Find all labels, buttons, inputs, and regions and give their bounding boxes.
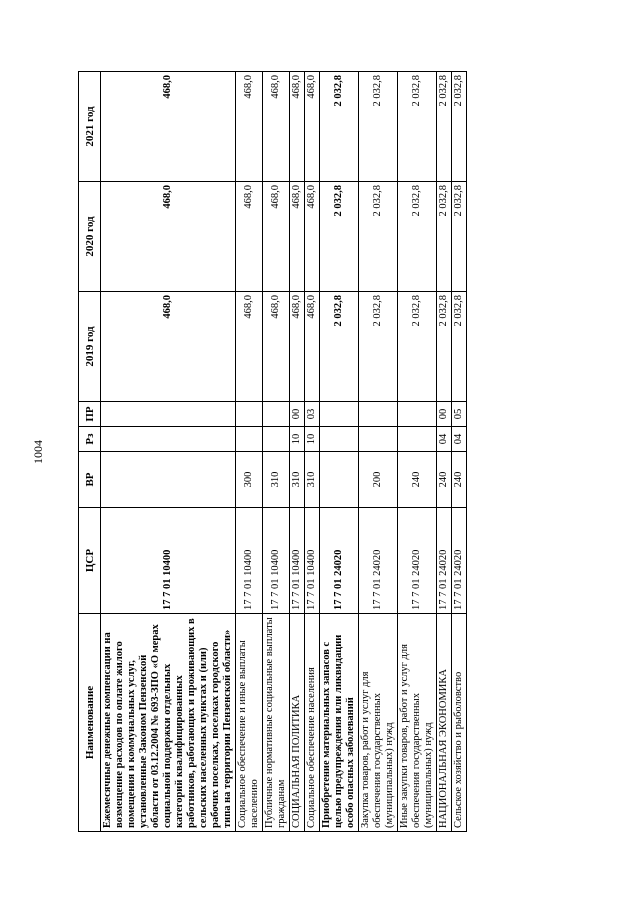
cell-2021: 468,0: [290, 72, 305, 182]
cell-2021: 468,0: [101, 72, 236, 182]
cell-2019: 2 032,8: [437, 292, 452, 402]
cell-pr: [398, 402, 437, 427]
header-2019: 2019 год: [79, 292, 101, 402]
table-row: [437, 72, 452, 832]
cell-vr: 300: [236, 452, 263, 508]
cell-csr: 17 7 01 24020: [359, 508, 398, 614]
cell-rz: [236, 427, 263, 452]
cell-csr: 17 7 01 24020: [398, 508, 437, 614]
cell-2019: 468,0: [101, 292, 236, 402]
header-2020: 2020 год: [79, 182, 101, 292]
cell-pr: 00: [437, 402, 452, 427]
rotated-table-container: [78, 72, 498, 832]
cell-name: Публичные нормативные социальные выплаты гражданам: [263, 614, 290, 832]
cell-2021: 468,0: [236, 72, 263, 182]
cell-pr: 03: [305, 402, 320, 427]
cell-2020: 468,0: [263, 182, 290, 292]
cell-2020: 2 032,8: [398, 182, 437, 292]
cell-rz: [398, 427, 437, 452]
header-rz: Рз: [79, 427, 101, 452]
cell-csr: 17 7 01 24020: [437, 508, 452, 614]
cell-vr: 200: [359, 452, 398, 508]
header-vr: ВР: [79, 452, 101, 508]
cell-pr: [320, 402, 359, 427]
cell-2020: 468,0: [101, 182, 236, 292]
cell-name: Сельское хозяйство и рыболовство: [452, 614, 467, 832]
cell-2020: 468,0: [236, 182, 263, 292]
page-number: 1004: [31, 440, 45, 464]
cell-csr: 17 7 01 10400: [101, 508, 236, 614]
cell-2020: 2 032,8: [452, 182, 467, 292]
cell-name: Иные закупки товаров, работ и услуг для обеспечения государственных (муниципальных) нужд: [398, 614, 437, 832]
cell-csr: 17 7 01 24020: [320, 508, 359, 614]
cell-2020: 468,0: [290, 182, 305, 292]
cell-rz: [263, 427, 290, 452]
cell-2021: 2 032,8: [398, 72, 437, 182]
cell-2019: 468,0: [290, 292, 305, 402]
cell-vr: 310: [305, 452, 320, 508]
cell-vr: 240: [452, 452, 467, 508]
header-pr: ПР: [79, 402, 101, 427]
header-name: Наименование: [79, 614, 101, 832]
cell-name: НАЦИОНАЛЬНАЯ ЭКОНОМИКА: [437, 614, 452, 832]
header-csr: ЦСР: [79, 508, 101, 614]
cell-2019: 468,0: [305, 292, 320, 402]
cell-vr: 310: [263, 452, 290, 508]
cell-2020: 2 032,8: [320, 182, 359, 292]
cell-rz: [320, 427, 359, 452]
cell-2021: 468,0: [263, 72, 290, 182]
cell-name: Приобретение материальных запасов с целью предупреждения или ликвидации особо опасных заболеваний: [320, 614, 359, 832]
cell-2019: 2 032,8: [320, 292, 359, 402]
cell-vr: 240: [437, 452, 452, 508]
table-row: [359, 72, 398, 832]
cell-csr: 17 7 01 10400: [236, 508, 263, 614]
table-row: [101, 72, 236, 832]
cell-pr: [101, 402, 236, 427]
cell-csr: 17 7 01 24020: [452, 508, 467, 614]
cell-pr: [263, 402, 290, 427]
cell-2019: 2 032,8: [359, 292, 398, 402]
cell-pr: 00: [290, 402, 305, 427]
cell-name: Ежемесячные денежные компенсации на возмещение расходов по оплате жилого помещения и коммунальных услуг, установленные Законом Пензенской области от 03.12.2004 № 693-ЗПО «О мерах социальной поддержки отдельных категорий квалифицированных работников, работающих и проживающих в сельских населенных пунктах и (или) рабочих поселках, поселках городского типа на территории Пензенской области»: [101, 614, 236, 832]
table-row: [305, 72, 320, 832]
cell-name: Социальное обеспечение и иные выплаты населению: [236, 614, 263, 832]
cell-rz: 10: [290, 427, 305, 452]
cell-vr: 310: [290, 452, 305, 508]
table-row: [452, 72, 467, 832]
cell-vr: 240: [398, 452, 437, 508]
cell-csr: 17 7 01 10400: [305, 508, 320, 614]
cell-2021: 468,0: [305, 72, 320, 182]
table-row: [398, 72, 437, 832]
cell-pr: 05: [452, 402, 467, 427]
cell-rz: 10: [305, 427, 320, 452]
cell-name: Закупка товаров, работ и услуг для обеспечения государственных (муниципальных) нужд: [359, 614, 398, 832]
cell-2019: 468,0: [236, 292, 263, 402]
cell-name: СОЦИАЛЬНАЯ ПОЛИТИКА: [290, 614, 305, 832]
cell-rz: 04: [452, 427, 467, 452]
table-row: [263, 72, 290, 832]
cell-2020: 468,0: [305, 182, 320, 292]
cell-2021: 2 032,8: [359, 72, 398, 182]
cell-pr: [236, 402, 263, 427]
cell-2019: 468,0: [263, 292, 290, 402]
cell-2021: 2 032,8: [320, 72, 359, 182]
table-row: [320, 72, 359, 832]
budget-table: [78, 71, 467, 832]
cell-rz: [101, 427, 236, 452]
cell-pr: [359, 402, 398, 427]
cell-vr: [320, 452, 359, 508]
cell-csr: 17 7 01 10400: [263, 508, 290, 614]
cell-2021: 2 032,8: [452, 72, 467, 182]
cell-2020: 2 032,8: [359, 182, 398, 292]
cell-rz: [359, 427, 398, 452]
cell-2019: 2 032,8: [398, 292, 437, 402]
header-2021: 2021 год: [79, 72, 101, 182]
cell-2021: 2 032,8: [437, 72, 452, 182]
cell-name: Социальное обеспечение населения: [305, 614, 320, 832]
cell-vr: [101, 452, 236, 508]
header-row: [79, 72, 101, 832]
cell-csr: 17 7 01 10400: [290, 508, 305, 614]
cell-2020: 2 032,8: [437, 182, 452, 292]
table-row: [290, 72, 305, 832]
cell-rz: 04: [437, 427, 452, 452]
cell-2019: 2 032,8: [452, 292, 467, 402]
table-row: [236, 72, 263, 832]
